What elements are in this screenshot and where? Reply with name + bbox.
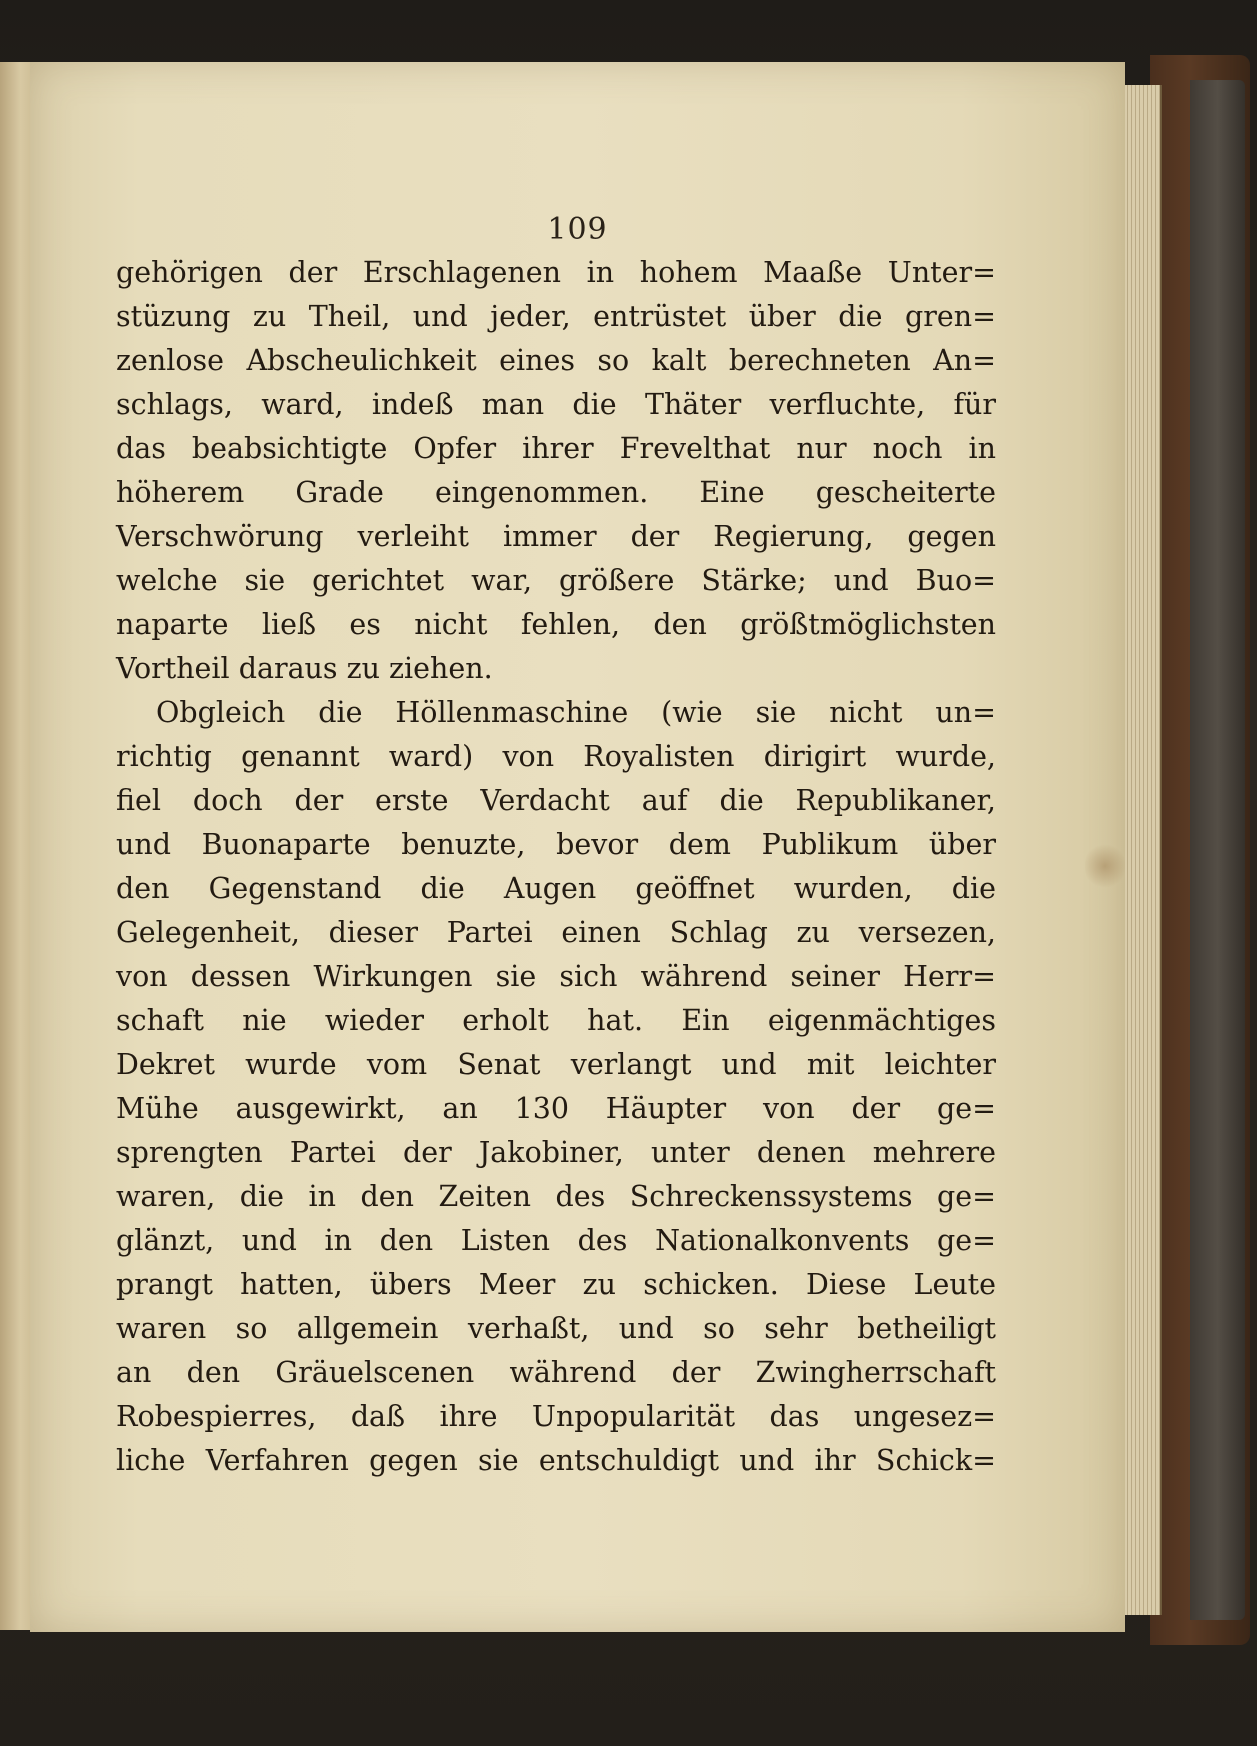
text-line: Obgleich die Höllenmaschine (wie sie nicht un=	[156, 696, 996, 729]
text-line: Dekret wurde vom Senat verlangt und mit leichter	[116, 1048, 996, 1081]
text-line: höherem Grade eingenommen. Eine gescheiterte	[116, 476, 996, 509]
text-line: Mühe ausgewirkt, an 130 Häupter von der ge=	[116, 1092, 996, 1125]
text-line: Vortheil daraus zu ziehen.	[116, 652, 493, 685]
text-line: den Gegenstand die Augen geöffnet wurden, die	[116, 872, 996, 905]
text-line: richtig genannt ward) von Royalisten dirigirt wurde,	[116, 740, 996, 773]
text-line: und Buonaparte benuzte, bevor dem Publikum über	[116, 828, 996, 861]
text-line: an den Gräuelscenen während der Zwingherrschaft	[116, 1356, 996, 1389]
text-line: waren, die in den Zeiten des Schreckenssystems ge=	[116, 1180, 996, 1213]
text-line: schaft nie wieder erholt hat. Ein eigenmächtiges	[116, 1004, 996, 1037]
text-line: Verschwörung verleiht immer der Regierung, gegen	[116, 520, 996, 553]
page-edges	[1120, 85, 1162, 1615]
text-line: naparte ließ es nicht fehlen, den größtmöglichsten	[116, 608, 996, 641]
text-line: liche Verfahren gegen sie entschuldigt und ihr Schick=	[116, 1444, 996, 1477]
text-line: Gelegenheit, dieser Partei einen Schlag zu versezen,	[116, 916, 996, 949]
text-line: von dessen Wirkungen sie sich während seiner Herr=	[116, 960, 996, 993]
text-line: zenlose Abscheulichkeit eines so kalt berechneten An=	[116, 344, 996, 377]
text-line: schlags, ward, indeß man die Thäter verfluchte, für	[116, 388, 996, 421]
text-line: waren so allgemein verhaßt, und so sehr betheiligt	[116, 1312, 996, 1345]
text-line: Robespierres, daß ihre Unpopularität das ungesez=	[116, 1400, 996, 1433]
text-line: glänzt, und in den Listen des Nationalkonvents ge=	[116, 1224, 996, 1257]
text-line: prangt hatten, übers Meer zu schicken. Diese Leute	[116, 1268, 996, 1301]
text-line: fiel doch der erste Verdacht auf die Republikaner,	[116, 784, 996, 817]
book-page	[30, 62, 1125, 1632]
page-text	[116, 251, 996, 1483]
paper-stain	[1085, 842, 1125, 890]
page-number: 109	[547, 212, 608, 247]
book-cover-edge	[1190, 80, 1245, 1620]
text-line: sprengten Partei der Jakobiner, unter denen mehrere	[116, 1136, 996, 1169]
text-line: gehörigen der Erschlagenen in hohem Maaße Unter=	[116, 256, 996, 289]
text-line: welche sie gerichtet war, größere Stärke; und Buo=	[116, 564, 996, 597]
text-line: das beabsichtigte Opfer ihrer Frevelthat nur noch in	[116, 432, 996, 465]
text-line: stüzung zu Theil, und jeder, entrüstet über die gren=	[116, 300, 996, 333]
